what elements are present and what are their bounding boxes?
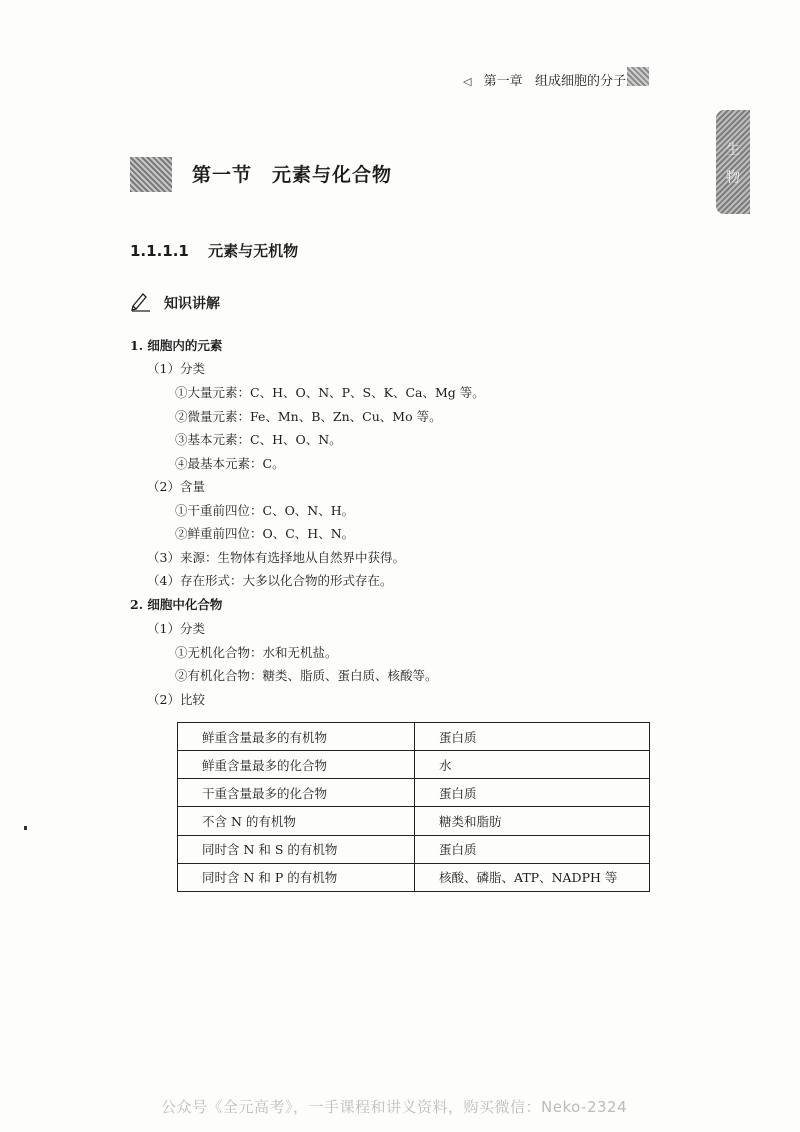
table-cell: 水: [415, 751, 650, 779]
triangle-marker-icon: ◁: [463, 75, 472, 88]
table-cell: 同时含 N 和 P 的有机物: [178, 863, 415, 891]
body-line: ④最基本元素：C。: [175, 456, 285, 471]
body-line: （1）分类: [147, 621, 205, 636]
body-line: （3）来源：生物体有选择地从自然界中获得。: [147, 550, 405, 565]
section-badge-icon: [130, 157, 172, 192]
table-row: [178, 807, 650, 835]
table-cell: 干重含量最多的化合物: [178, 779, 415, 807]
table-cell: 同时含 N 和 S 的有机物: [178, 835, 415, 863]
subsection-heading: [130, 240, 298, 261]
table-row: [178, 779, 650, 807]
table-row: [178, 835, 650, 863]
side-tab-char-2: 物: [726, 170, 740, 186]
table-cell: 糖类和脂肪: [415, 807, 650, 835]
table-row: [178, 751, 650, 779]
subsection-title: 元素与无机物: [208, 242, 299, 260]
body-line: （1）分类: [147, 361, 205, 376]
body-line: （2）含量: [147, 479, 205, 494]
subsection-number: 1.1.1.1: [130, 242, 189, 260]
body-line: （2）比较: [147, 692, 205, 707]
table-cell: 蛋白质: [415, 779, 650, 807]
table-cell: 鲜重含量最多的有机物: [178, 723, 415, 751]
body-line: ①干重前四位：C、O、N、H。: [175, 503, 355, 518]
table-cell: 不含 N 的有机物: [178, 807, 415, 835]
body-line: 1. 细胞内的元素: [130, 338, 223, 353]
body-line: （4）存在形式：大多以化合物的形式存在。: [147, 573, 393, 588]
side-tab: [716, 110, 750, 214]
table-row: [178, 723, 650, 751]
table-row: [178, 863, 650, 891]
body-line: ①无机化合物：水和无机盐。: [175, 645, 338, 660]
body-line: ②鲜重前四位：O、C、H、N。: [175, 526, 355, 541]
knowledge-heading-label: 知识讲解: [164, 296, 220, 312]
table-cell: 核酸、磷脂、ATP、NADPH 等: [415, 863, 650, 891]
pencil-icon: [130, 290, 152, 312]
table-cell: 鲜重含量最多的化合物: [178, 751, 415, 779]
section-title: 第一节 元素与化合物: [192, 164, 393, 186]
comparison-table: [177, 722, 650, 892]
running-head-title: 组成细胞的分子: [535, 74, 627, 89]
scan-speck: [24, 826, 27, 830]
footer-watermark: 公众号《全元高考》，一手课程和讲义资料，购买微信：Neko-2324: [161, 1098, 628, 1116]
body-line: 2. 细胞中化合物: [130, 597, 223, 612]
chapter-badge-icon: [627, 67, 649, 86]
table-cell: 蛋白质: [415, 835, 650, 863]
table-cell: 蛋白质: [415, 723, 650, 751]
body-line: ②微量元素：Fe、Mn、B、Zn、Cu、Mo 等。: [175, 409, 442, 424]
body-line: ②有机化合物：糖类、脂质、蛋白质、核酸等。: [175, 668, 438, 683]
side-tab-char-1: 生: [726, 142, 740, 158]
running-head-chapter: 第一章: [483, 74, 523, 89]
running-head: [463, 70, 626, 89]
body-line: ①大量元素：C、H、O、N、P、S、K、Ca、Mg 等。: [175, 385, 485, 400]
body-line: ③基本元素：C、H、O、N。: [175, 432, 342, 447]
